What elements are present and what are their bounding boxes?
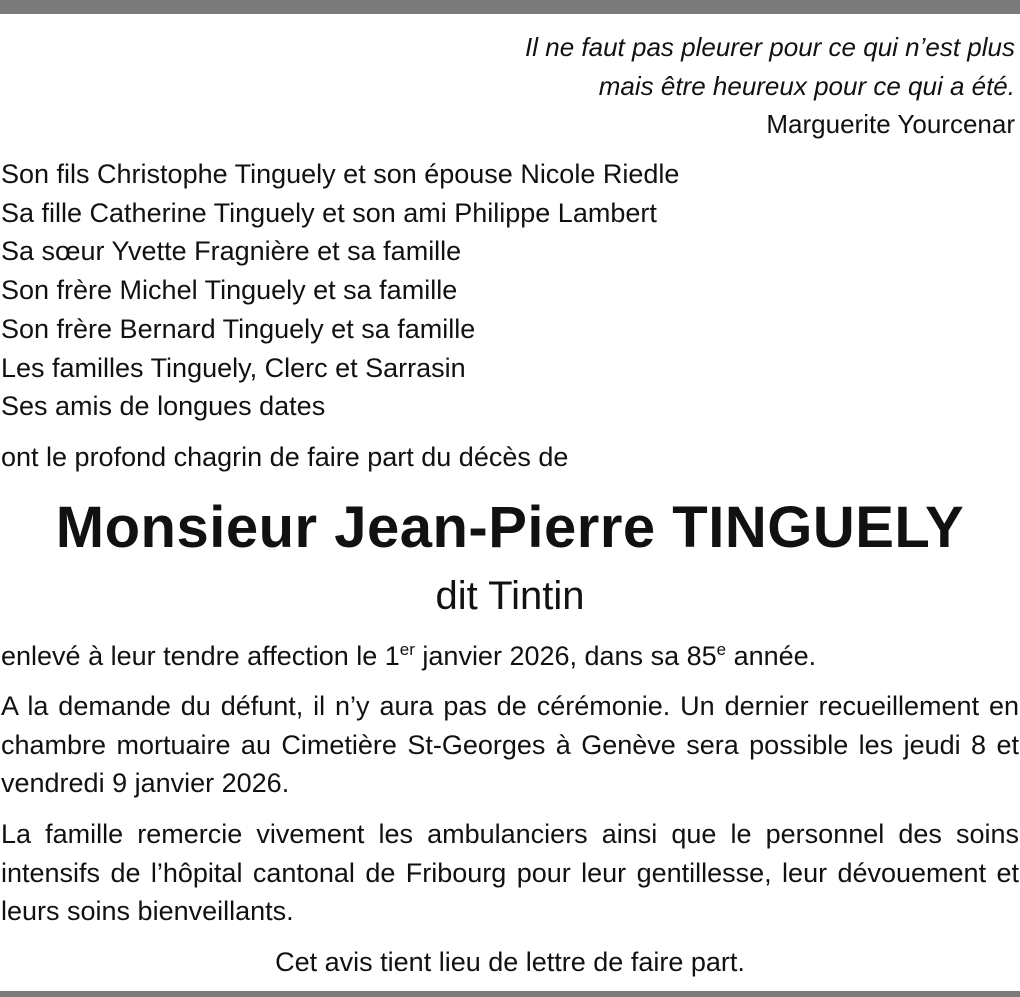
deceased-name: Monsieur Jean-Pierre TINGUELY xyxy=(55,495,965,560)
family-list xyxy=(1,155,679,426)
thanks-paragraph: La famille remercie vivement les ambulanciers ainsi que le personnel des soins intensifs de l’hôpital cantonal de Fribourg pour leur gentillesse, leur dévouement et leurs soins bienveillants. xyxy=(1,819,1019,926)
family-member: Son fils Christophe Tinguely et son épouse Nicole Riedle xyxy=(1,159,680,189)
deceased-nickname: dit Tintin xyxy=(435,574,585,618)
bottom-border-rule xyxy=(0,991,1020,997)
death-notice xyxy=(1,637,1019,676)
death-superscript-2: e xyxy=(716,640,727,659)
quote-author: Marguerite Yourcenar xyxy=(766,109,1015,139)
quote-line-1: Il ne faut pas pleurer pour ce qui n’est plus xyxy=(525,32,1015,62)
closing-note: Cet avis tient lieu de lettre de faire part. xyxy=(275,947,745,977)
family-member: Son frère Bernard Tinguely et sa famille xyxy=(1,313,476,344)
family-member: Ses amis de longues dates xyxy=(1,391,326,422)
death-text-part-3: année. xyxy=(726,641,817,671)
family-member: Sa sœur Yvette Fragnière et sa famille xyxy=(1,236,462,267)
family-member: Sa fille Catherine Tinguely et son ami Philippe Lambert xyxy=(1,197,657,228)
epigraph-quote xyxy=(525,28,1015,144)
family-member: Son frère Michel Tinguely et sa famille xyxy=(1,275,458,306)
death-text-part-2: janvier 2026, dans sa 85 xyxy=(414,641,717,671)
ceremony-paragraph: A la demande du défunt, il n’y aura pas de cérémonie. Un dernier recueillement en chambre mortuaire au Cimetière St-Georges à Genève sera possible les jeudi 8 et vendredi 9 janvier 2026. xyxy=(1,691,1019,798)
death-superscript-1: er xyxy=(399,640,415,659)
top-border-rule xyxy=(0,0,1020,14)
death-text-part-1: enlevé à leur tendre affection le 1 xyxy=(1,641,400,671)
family-member: Les familles Tinguely, Clerc et Sarrasin xyxy=(1,352,466,383)
quote-line-2: mais être heureux pour ce qui a été. xyxy=(598,70,1015,101)
announcement-text: ont le profond chagrin de faire part du décès de xyxy=(1,442,569,472)
